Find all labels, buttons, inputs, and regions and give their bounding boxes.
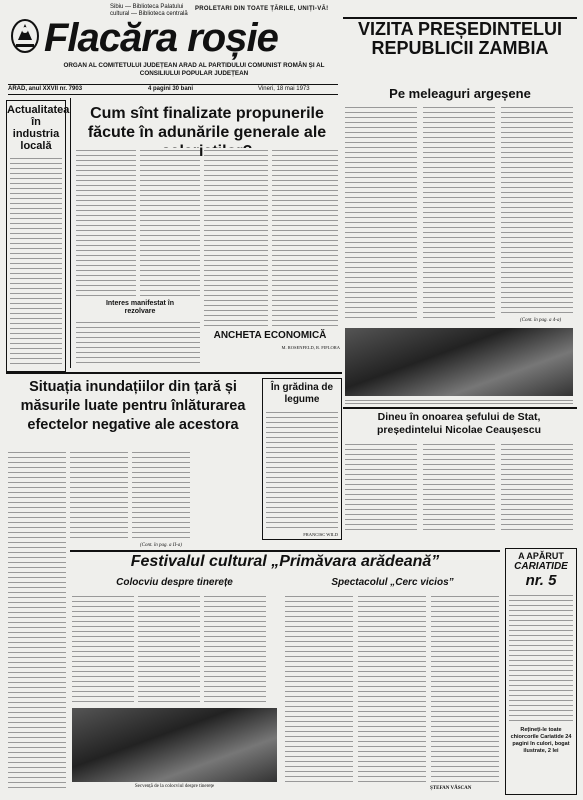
festival-headline: Festivalul cultural „Primăvara arădeană” xyxy=(130,553,440,570)
show-author: ȘTEFAN VĂSCAN xyxy=(430,786,472,791)
show-col1 xyxy=(285,594,353,784)
garden-text xyxy=(266,410,338,528)
cariatide-text xyxy=(509,593,573,723)
visit-headline: VIZITA PREȘEDINTELUI REPUBLICII ZAMBIA xyxy=(357,19,562,58)
rule xyxy=(343,407,577,409)
issue-price: 4 pagini 30 bani xyxy=(148,86,194,92)
organ-line: ORGAN AL COMITETULUI JUDEȚEAN ARAD AL PARTIDULUI COMUNIST ROMÂN ȘI AL CONSILIULUI POPULAR JUDEȚEAN xyxy=(63,62,325,77)
newspaper-title: Flacăra roșie xyxy=(44,16,278,60)
rule xyxy=(6,372,342,374)
garden-box xyxy=(262,378,342,540)
visit-text-col2 xyxy=(423,105,495,320)
issue-date: Vineri, 18 mai 1973 xyxy=(258,86,310,92)
dineu-headline: Dineu în onoarea șefului de Stat, președintelui Nicolae Ceaușescu xyxy=(377,411,541,436)
festival-photo-caption: Secvență de la colocviul despre tinerețe xyxy=(134,784,215,789)
dineu-col3 xyxy=(501,442,573,532)
proposals-signature: M. ROSENFELD, R. FIFLORA xyxy=(281,345,340,350)
floods-headline: Situația inundațiilor din țară și măsurile luate pentru înlăturarea efectelor negative ale acestora xyxy=(20,379,246,433)
proposals-col1b xyxy=(76,320,200,365)
proposals-headline: Cum sînt finalizate propunerile făcute în adunările generale ale xyxy=(87,105,327,141)
proposals-col2 xyxy=(140,148,200,298)
industry-heading: Actualitatea în industria locală xyxy=(7,104,70,152)
visit-text-col1 xyxy=(345,105,417,320)
garden-headline: În grădina de legume xyxy=(270,382,334,405)
dineu-col2 xyxy=(423,442,495,532)
industry-box xyxy=(6,100,70,372)
visit-subhead: Pe meleaguri argeșene xyxy=(389,86,531,101)
cariatide-title: CARIATIDE xyxy=(514,561,568,572)
visit-photo xyxy=(345,328,573,396)
colloquium-col2 xyxy=(138,594,200,704)
garden-signature: FRANCISC WILD xyxy=(303,532,338,537)
library-stamp: Sibiu — Biblioteca Palatului cultural — Biblioteca centrală xyxy=(110,4,188,17)
industry-text xyxy=(10,156,62,366)
floods-col2 xyxy=(70,450,128,540)
visit-photo-caption xyxy=(345,398,573,404)
rule xyxy=(70,98,71,368)
rule xyxy=(70,550,500,552)
emblem-icon xyxy=(10,18,40,54)
slogan: PROLETARI DIN TOATE ȚĂRILE, UNIȚI-VĂ! xyxy=(195,6,329,12)
proposals-subhead: Interes manifestat în rezolvare xyxy=(105,300,175,315)
visit-text-col3 xyxy=(501,105,573,315)
cariatide-box xyxy=(505,548,577,795)
floods-col1 xyxy=(8,450,66,790)
show-heading: Spectacolul „Cerc vicios” xyxy=(331,577,454,588)
colloquium-col3 xyxy=(204,594,266,704)
dineu-col1 xyxy=(345,442,417,532)
festival-photo xyxy=(72,708,277,782)
issue-bar xyxy=(8,84,338,95)
issue-number: ARAD, anul XXVII nr. 7903 xyxy=(8,86,83,92)
ancheta-label: ANCHETA ECONOMICĂ xyxy=(213,330,327,341)
cariatide-apparut: A APĂRUT xyxy=(518,551,564,561)
proposals-col1 xyxy=(76,148,136,298)
visit-caption: (Cont. în pag. a 4-a) xyxy=(520,318,562,323)
colloquium-col1 xyxy=(72,594,134,704)
proposals-col4 xyxy=(272,148,338,328)
cariatide-number: nr. 5 xyxy=(525,572,557,589)
show-col3 xyxy=(431,594,499,784)
proposals-col3 xyxy=(204,148,268,328)
floods-col3 xyxy=(132,450,190,540)
show-col2 xyxy=(358,594,426,784)
colloquium-heading: Colocviu despre tinerețe xyxy=(116,577,233,588)
cariatide-footer: Rețineți-le toate chiorcorile Cariatide 24 pagini în culori, bogat ilustrate, 2 lei xyxy=(510,727,572,754)
floods-caption: (Cont. în pag. a II-a) xyxy=(140,543,182,548)
